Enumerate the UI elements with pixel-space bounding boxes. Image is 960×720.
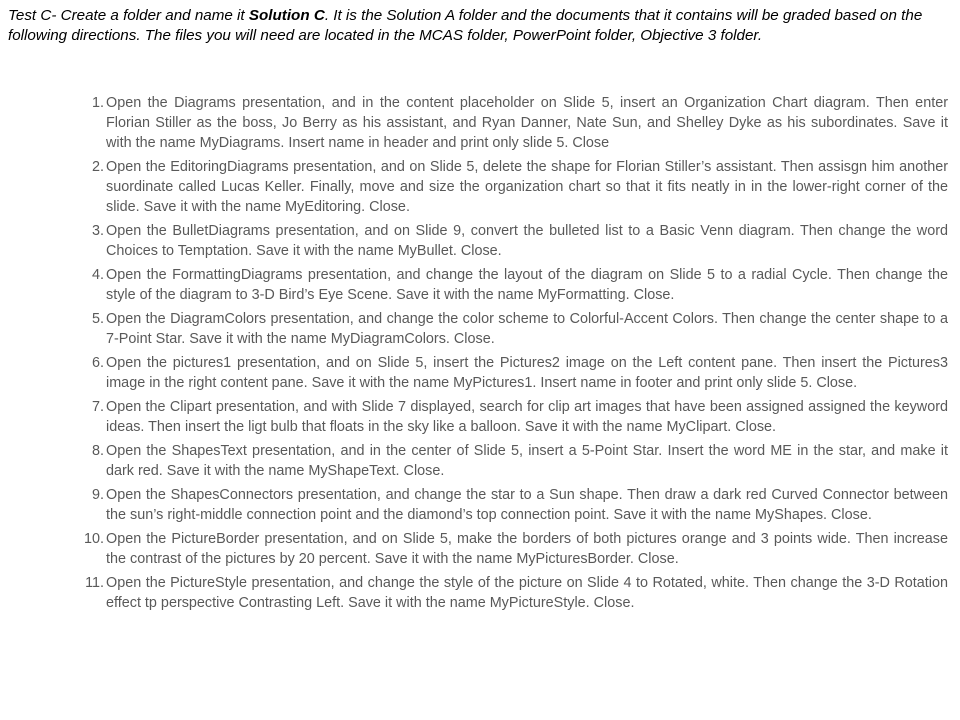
list-item: [0, 221, 960, 261]
step-text: Open the PictureBorder presentation, and on Slide 5, make the borders of both pictures orange and 3 points wide. Then increase the contrast of the pictures by 20 percent. Save it with the name MyPicturesBorder. Close.: [106, 531, 948, 567]
list-item: [0, 529, 960, 569]
step-number: 7.: [91, 399, 104, 415]
step-text: Open the ShapesText presentation, and in the center of Slide 5, insert a 5-Point Star. Insert the word ME in the star, and make it dark red. Save it with the name MyShapeText. Close.: [106, 443, 948, 479]
list-item: [0, 265, 960, 305]
list-item: [0, 93, 960, 153]
header-text-end: . It is the Solution A folder and the documents that it contains will be graded based on the following directions. The files you will need are located in the MCAS folder, PowerPoint folder, Objective 3 folder.: [8, 7, 923, 44]
step-number: 8.: [91, 443, 104, 459]
list-item: [0, 485, 960, 525]
steps-list: [0, 93, 960, 617]
list-item: [0, 157, 960, 217]
step-text: Open the Diagrams presentation, and in the content placeholder on Slide 5, insert an Organization Chart diagram. Then enter Florian Stiller as the boss, Jo Berry as his assistant, and Ryan Danner, Nate Sun, and Shelley Dyke as his subordinates. Save it with the name MyDiagrams. Insert name in header and print only slide 5. Close: [106, 95, 948, 151]
list-item: [0, 573, 960, 613]
step-number: 10.: [83, 531, 104, 547]
list-item: [0, 309, 960, 349]
list-item: [0, 441, 960, 481]
step-number: 1.: [91, 95, 104, 111]
step-text: Open the PictureStyle presentation, and change the style of the picture on Slide 4 to Rotated, white. Then change the 3-D Rotation effect tp perspective Contrasting Left. Save it with the name MyPictureStyle. Close.: [106, 575, 948, 611]
instructions-header: [8, 6, 948, 46]
step-number: 9.: [91, 487, 104, 503]
step-text: Open the Clipart presentation, and with Slide 7 displayed, search for clip art images that have been assigned assigned the keyword ideas. Then insert the ligt bulb that floats in the sky like a balloon. Save it with the name MyClipart. Close.: [106, 399, 948, 435]
list-item: [0, 353, 960, 393]
step-number: 4.: [91, 267, 104, 283]
step-text: Open the pictures1 presentation, and on Slide 5, insert the Pictures2 image on the Left content pane. Then insert the Pictures3 image in the right content pane. Save it with the name MyPictures1. Insert name in footer and print only slide 5. Close.: [106, 355, 948, 391]
header-text-start: Test C- Create a folder and name it: [8, 7, 249, 24]
step-number: 6.: [91, 355, 104, 371]
step-text: Open the DiagramColors presentation, and change the color scheme to Colorful-Accent Colors. Then change the center shape to a 7-Point Star. Save it with the name MyDiagramColors. Close.: [106, 311, 948, 347]
step-text: Open the BulletDiagrams presentation, and on Slide 9, convert the bulleted list to a Basic Venn diagram. Then change the word Choices to Temptation. Save it with the name MyBullet. Close.: [106, 223, 948, 259]
step-text: Open the ShapesConnectors presentation, and change the star to a Sun shape. Then draw a dark red Curved Connector between the sun’s right-middle connection point and the diamond’s top connection point. Save it with the name MyShapes. Close.: [106, 487, 948, 523]
list-item: [0, 397, 960, 437]
step-text: Open the FormattingDiagrams presentation, and change the layout of the diagram on Slide 5 to a radial Cycle. Then change the style of the diagram to 3-D Bird’s Eye Scene. Save it with the name MyFormatting. Close.: [106, 267, 948, 303]
step-number: 11.: [85, 575, 104, 591]
header-folder-name: Solution C: [248, 7, 325, 24]
step-number: 3.: [91, 223, 104, 239]
step-number: 5.: [91, 311, 104, 327]
step-number: 2.: [91, 159, 104, 175]
step-text: Open the EditoringDiagrams presentation, and on Slide 5, delete the shape for Florian Stiller’s assistant. Then assisgn him another suordinate called Lucas Keller. Finally, move and size the organization chart so that it fits neatly in in the lower-right corner of the slide. Save it with the name MyEditoring. Close.: [106, 159, 948, 215]
